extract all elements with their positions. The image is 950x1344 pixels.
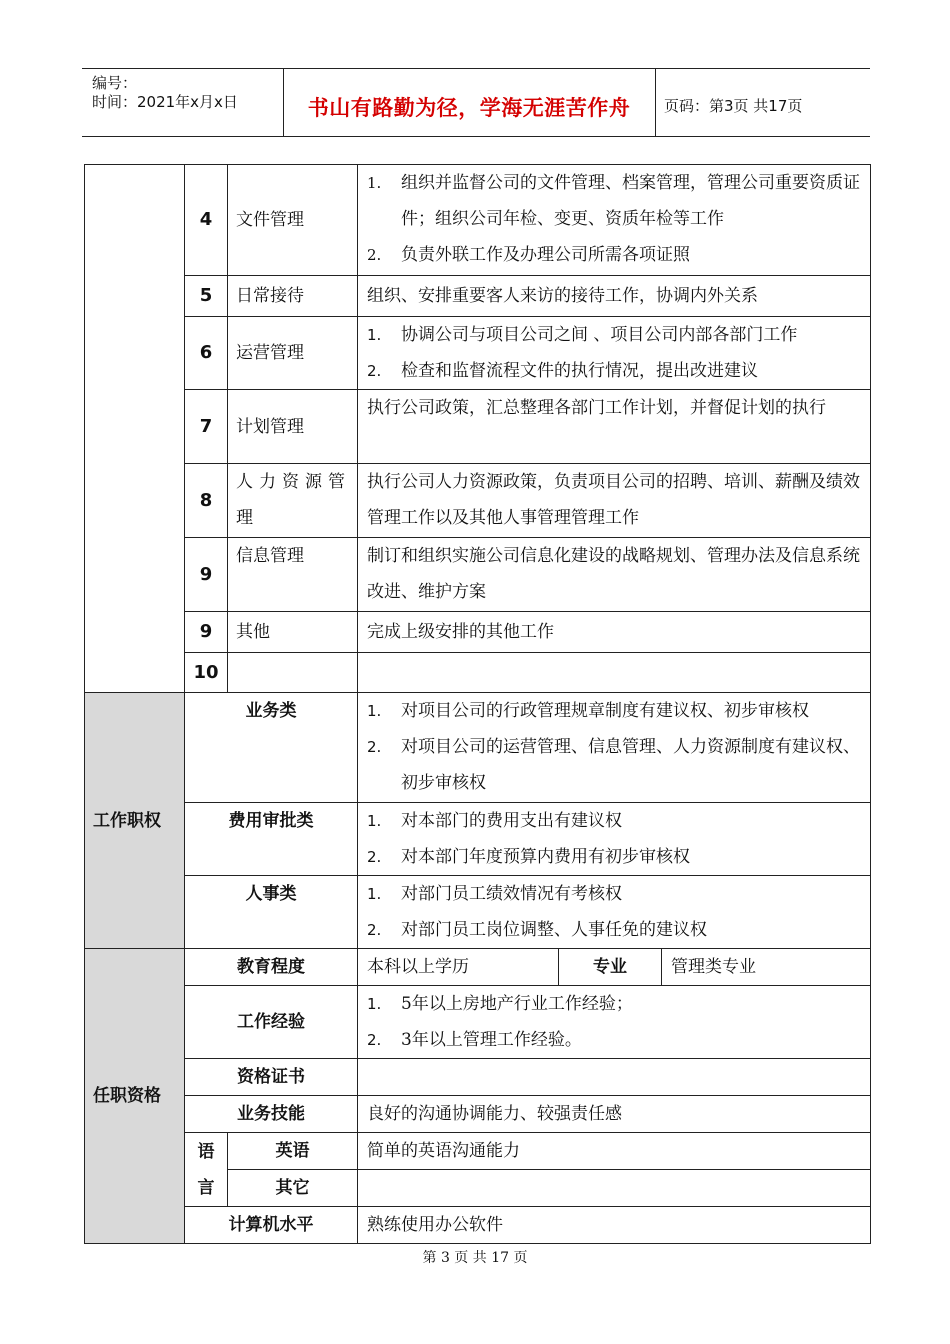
duty-description (358, 317, 871, 390)
duty-name (228, 653, 358, 693)
list-item: 2. 对本部门年度预算内费用有初步审核权 (367, 847, 690, 867)
authority-group-label: 费用审批类 (185, 803, 358, 876)
duty-description (358, 165, 871, 276)
qualification-row (85, 1059, 871, 1096)
duties-left-blank (85, 165, 185, 693)
list-item: 1. 对项目公司的行政管理规章制度有建议权、初步审核权 (367, 701, 809, 721)
authority-group-items (358, 693, 871, 803)
authority-group-label: 业务类 (185, 693, 358, 803)
qualification-row (85, 949, 871, 986)
list-item: 1. 协调公司与项目公司之间 、项目公司内部各部门工作 (367, 325, 798, 345)
list-item: 2. 对项目公司的运营管理、信息管理、人力资源制度有建议权、初步审核权 (367, 737, 860, 793)
header-page-number: 页码：第3页 共17页 (664, 97, 803, 115)
duty-description: 执行公司人力资源政策，负责项目公司的招聘、培训、薪酬及绩效管理工作以及其他人事管理管理工作 (358, 464, 871, 538)
duty-name: 人力资源管理 (228, 464, 358, 538)
doc-code-label: 编号： (92, 74, 138, 92)
footer-page-number: 第 3 页 共 17 页 (422, 1250, 528, 1266)
duty-description: 完成上级安排的其他工作 (358, 612, 871, 653)
education-value: 本科以上学历 (358, 949, 559, 986)
certificate-label: 资格证书 (185, 1059, 358, 1096)
list-item: 2. 检查和监督流程文件的执行情况，提出改进建议 (367, 361, 758, 381)
list-item: 1. 5年以上房地产行业工作经验； (367, 994, 633, 1014)
experience-items (358, 986, 871, 1059)
english-label: 英语 (228, 1133, 358, 1170)
duty-number: 10 (185, 653, 228, 693)
other-language-label: 其它 (228, 1170, 358, 1207)
qualification-row (85, 1207, 871, 1244)
duty-name: 运营管理 (228, 317, 358, 390)
duty-row (85, 276, 871, 317)
duty-number: 5 (185, 276, 228, 317)
duty-number: 4 (185, 165, 228, 276)
job-description-table (84, 164, 871, 1244)
computer-label: 计算机水平 (185, 1207, 358, 1244)
qualification-section-title: 任职资格 (85, 949, 185, 1244)
education-label: 教育程度 (185, 949, 358, 986)
experience-label: 工作经验 (185, 986, 358, 1059)
duty-row (85, 317, 871, 390)
qualification-row (85, 1133, 871, 1170)
duty-row (85, 165, 871, 276)
duty-row (85, 390, 871, 464)
list-item: 1. 对本部门的费用支出有建议权 (367, 811, 622, 831)
duty-number: 8 (185, 464, 228, 538)
duty-name: 其他 (228, 612, 358, 653)
authority-group-items (358, 803, 871, 876)
list-item: 1. 组织并监督公司的文件管理、档案管理，管理公司重要资质证件；组织公司年检、变更、资质年检等工作 (367, 173, 860, 229)
duty-number: 7 (185, 390, 228, 464)
authority-row (85, 693, 871, 803)
header-motto: 书山有路勤为径，学海无涯苦作舟 (307, 95, 631, 120)
authority-section-title: 工作职权 (85, 693, 185, 949)
english-value: 简单的英语沟通能力 (358, 1133, 871, 1170)
skills-label: 业务技能 (185, 1096, 358, 1133)
duty-description: 制订和组织实施公司信息化建设的战略规划、管理办法及信息系统改进、维护方案 (358, 538, 871, 612)
duty-row (85, 612, 871, 653)
doc-time-label: 时间：2021年x月x日 (92, 93, 238, 111)
list-item: 2. 对部门员工岗位调整、人事任免的建议权 (367, 920, 707, 940)
duty-number: 9 (185, 538, 228, 612)
qualification-row (85, 986, 871, 1059)
authority-group-label: 人事类 (185, 876, 358, 949)
duty-name: 日常接待 (228, 276, 358, 317)
other-language-value (358, 1170, 871, 1207)
duty-number: 9 (185, 612, 228, 653)
header-top-rule (82, 68, 870, 69)
duty-name: 信息管理 (228, 538, 358, 612)
list-item: 1. 对部门员工绩效情况有考核权 (367, 884, 622, 904)
duty-description: 执行公司政策，汇总整理各部门工作计划，并督促计划的执行 (358, 390, 871, 464)
certificate-value (358, 1059, 871, 1096)
duty-name: 文件管理 (228, 165, 358, 276)
duty-description (358, 653, 871, 693)
authority-row (85, 876, 871, 949)
major-label: 专业 (559, 949, 662, 986)
authority-row (85, 803, 871, 876)
list-item: 2. 3年以上管理工作经验。 (367, 1030, 582, 1050)
qualification-row (85, 1096, 871, 1133)
duty-row (85, 538, 871, 612)
major-value: 管理类专业 (662, 949, 871, 986)
computer-value: 熟练使用办公软件 (358, 1207, 871, 1244)
skills-value: 良好的沟通协调能力、较强责任感 (358, 1096, 871, 1133)
duty-name: 计划管理 (228, 390, 358, 464)
list-item: 2. 负责外联工作及办理公司所需各项证照 (367, 245, 690, 265)
authority-group-items (358, 876, 871, 949)
language-label: 语 言 (185, 1133, 228, 1207)
header-bottom-rule (82, 136, 870, 137)
duty-row (85, 653, 871, 693)
duty-number: 6 (185, 317, 228, 390)
header-divider-right (655, 68, 656, 136)
duty-row (85, 464, 871, 538)
duty-description: 组织、安排重要客人来访的接待工作，协调内外关系 (358, 276, 871, 317)
